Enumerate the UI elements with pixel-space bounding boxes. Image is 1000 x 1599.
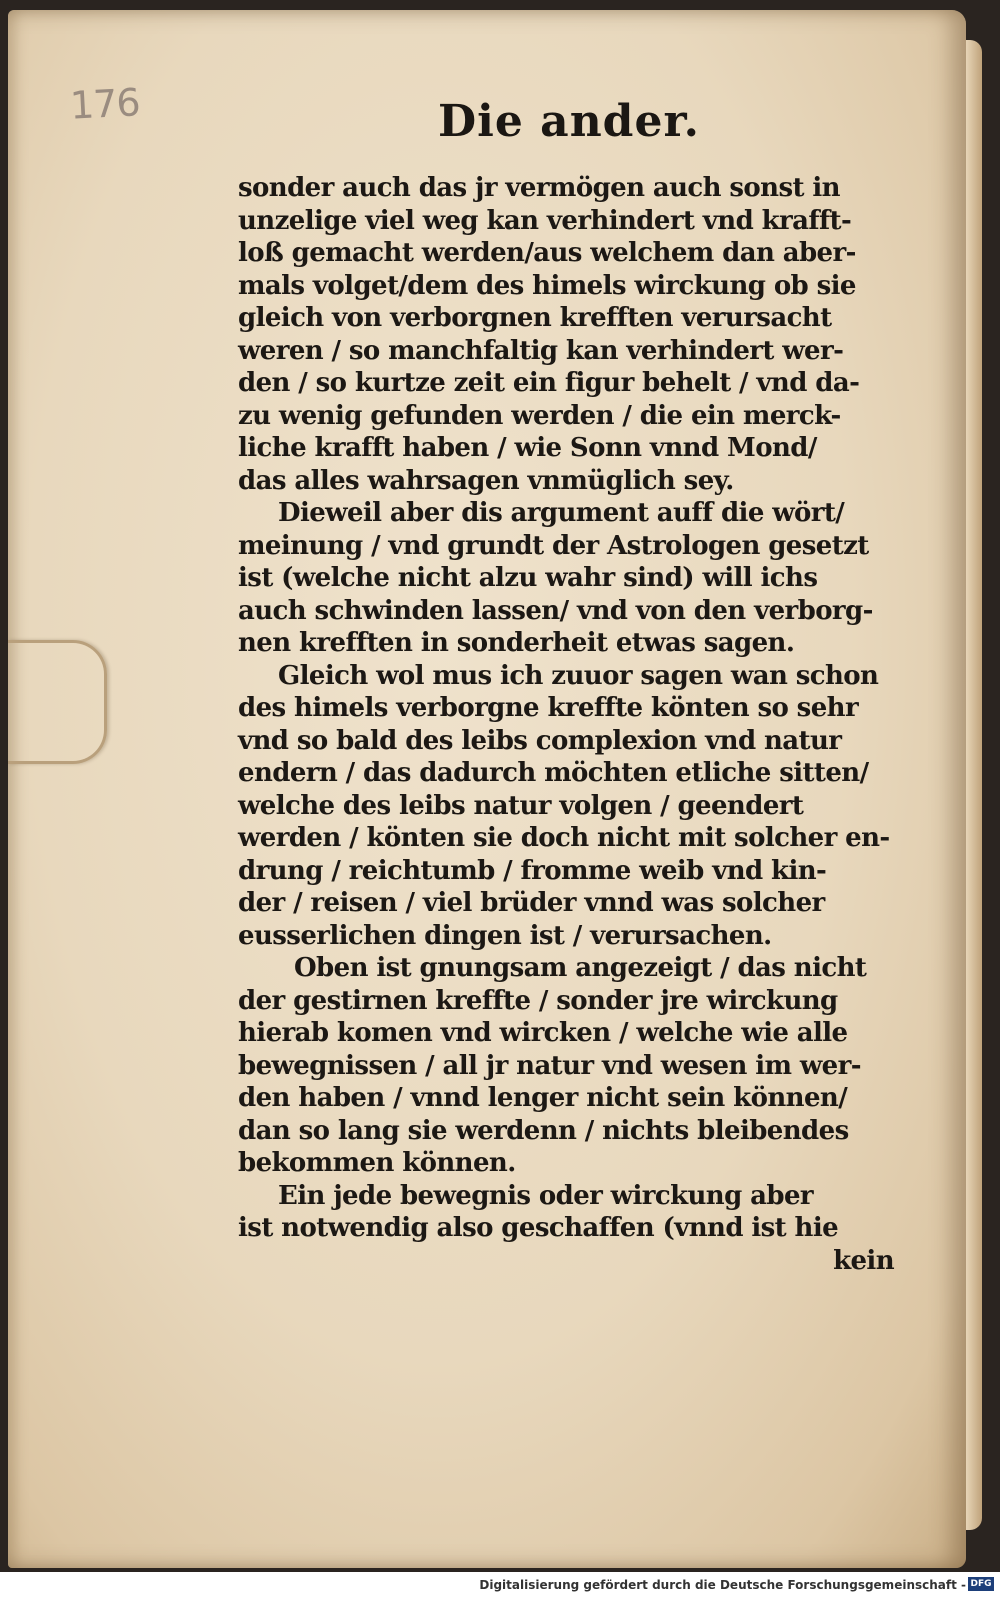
text-line: des himels verborgne kreffte könten so sehr: [238, 693, 859, 723]
text-line: unzelige viel weg kan verhindert vnd krafft-: [238, 205, 852, 236]
text-line: loß gemacht werden/aus welchem dan aber-: [238, 238, 856, 268]
text-line: zu wenig gefunden werden / die ein merck-: [238, 400, 841, 431]
text-line: vnd so bald des leibs complexion vnd natur: [238, 725, 842, 756]
text-line: dan so lang sie werdenn / nichts bleibendes: [238, 1115, 849, 1146]
text-line: welche des leibs natur volgen / geendert: [238, 790, 804, 821]
text-line: hierab komen vnd wircken / welche wie alle: [238, 1018, 848, 1048]
text-line: der / reisen / viel brüder vnnd was solcher: [238, 888, 825, 918]
funding-credit: Digitalisierung gefördert durch die Deutsche Forschungsgemeinschaft -: [479, 1578, 966, 1592]
text-line: den / so kurtze zeit ein figur behelt / vnd da-: [238, 368, 860, 398]
text-line: meinung / vnd grundt der Astrologen gesetzt: [238, 530, 869, 561]
body-text: [238, 172, 894, 1277]
text-line: drung / reichtumb / fromme weib vnd kin-: [238, 855, 827, 886]
text-line: ist notwendig also geschaffen (vnnd ist hie: [238, 1213, 839, 1243]
handwritten-folio-number: 176: [68, 80, 141, 128]
text-line: endern / das dadurch möchten etliche sitten/: [238, 758, 869, 788]
text-line: eusserlichen dingen ist / verursachen.: [238, 920, 772, 951]
text-line: auch schwinden lassen/ vnd von den verborg-: [238, 595, 873, 626]
text-line: nen krefften in sonderheit etwas sagen.: [238, 628, 795, 658]
text-line: das alles wahrsagen vnmüglich sey.: [238, 465, 734, 496]
page-tab-marker: [8, 640, 107, 764]
paragraph-start-line: Dieweil aber dis argument auff die wört/: [278, 498, 845, 528]
text-line: den haben / vnnd lenger nicht sein können/: [238, 1083, 848, 1113]
text-line: bekommen können.: [238, 1148, 516, 1178]
dfg-logo-icon: DFG: [968, 1577, 994, 1591]
running-head: Die ander.: [438, 96, 700, 147]
text-line: gleich von verborgnen krefften verursacht: [238, 303, 832, 333]
catchword: kein: [833, 1245, 894, 1276]
text-line: der gestirnen kreffte / sonder jre wirckung: [238, 985, 838, 1016]
text-line: ist (welche nicht alzu wahr sind) will ichs: [238, 563, 818, 593]
text-line: werden / könten sie doch nicht mit solcher en-: [238, 823, 890, 853]
text-line: mals volget/dem des himels wirckung ob sie: [238, 270, 856, 301]
text-line: sonder auch das jr vermögen auch sonst in: [238, 173, 840, 203]
paragraph-start-line: Oben ist gnungsam angezeigt / das nicht: [294, 953, 867, 983]
paragraph-start-line: Ein jede bewegnis oder wirckung aber: [278, 1180, 813, 1211]
text-line: liche krafft haben / wie Sonn vnnd Mond/: [238, 433, 817, 463]
paragraph-start-line: Gleich wol mus ich zuuor sagen wan schon: [278, 660, 879, 691]
text-line: bewegnissen / all jr natur vnd wesen im wer-: [238, 1050, 861, 1081]
text-line: weren / so manchfaltig kan verhindert wer-: [238, 335, 844, 366]
